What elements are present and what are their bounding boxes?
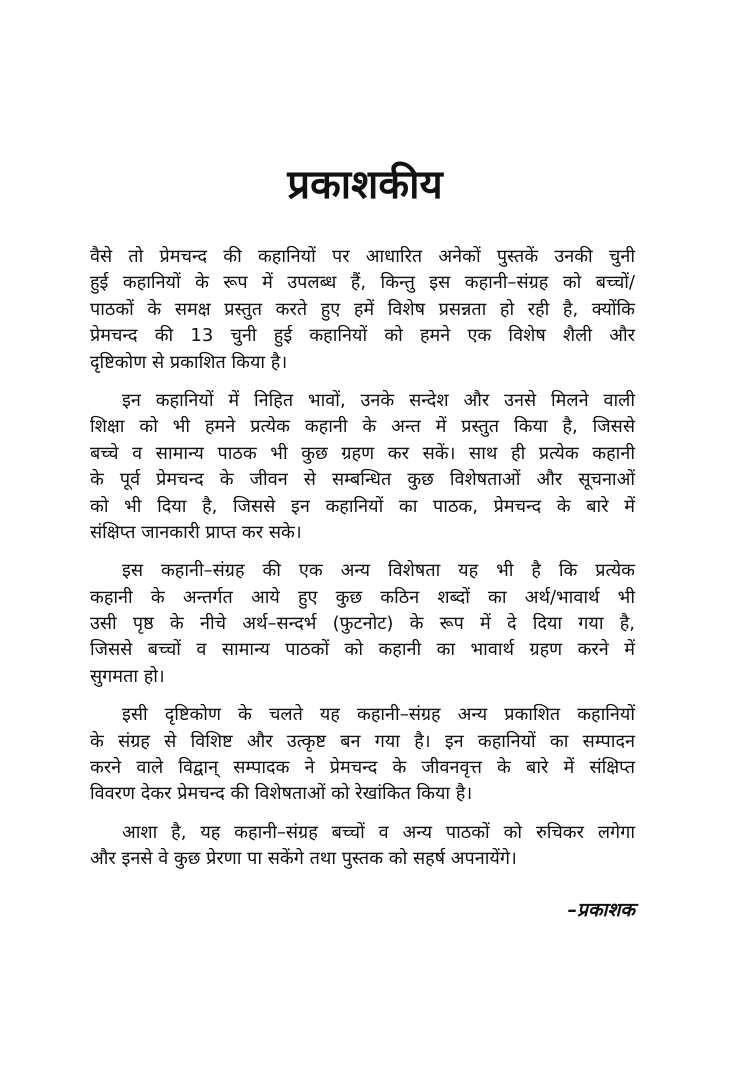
text-line: और इनसे वे कुछ प्रेरणा पा सकेंगे तथा पुस्तक को सहर्ष अपनायेंगे। <box>90 848 517 870</box>
paragraph <box>90 244 635 376</box>
text-line: विवरण देकर प्रेमचन्द की विशेषताओं को रेखांकित किया है। <box>90 783 473 805</box>
text-line: जिससे बच्चों व सामान्य पाठकों को कहानी का भावार्थ ग्रहण करने में <box>90 639 635 661</box>
text-line: करने वाले विद्वान् सम्पादक ने प्रेमचन्द के जीवनवृत्त के बारे में संक्षिप्त <box>90 757 635 779</box>
text-line: इन कहानियों में निहित भावों, उनके सन्देश और उनसे मिलने वाली <box>122 389 635 411</box>
text-line: संक्षिप्त जानकारी प्राप्त कर सके। <box>90 521 302 543</box>
text-line: उसी पृष्ठ के नीचे अर्थ–सन्दर्भ (फुटनोट) के रूप में दे दिया गया है, <box>90 613 635 635</box>
page-title: प्रकाशकीय <box>287 162 443 208</box>
paragraph <box>90 702 635 808</box>
text-line: हुई कहानियों के रूप में उपलब्ध हैं, किन्तु इस कहानी–संग्रह को बच्चों/ <box>90 272 635 294</box>
text-line: बच्चे व सामान्य पाठक भी कुछ ग्रहण कर सकें। साथ ही प्रत्येक कहानी <box>90 442 635 464</box>
text-line: सुगमता हो। <box>90 665 165 687</box>
text-line: शिक्षा को भी हमने प्रत्येक कहानी के अन्त में प्रस्तुत किया है, जिससे <box>90 416 635 438</box>
text-line: प्रेमचन्द की 13 चुनी हुई कहानियों को हमने एक विशेष शैली और <box>90 325 635 347</box>
text-line: दृष्टिकोण से प्रकाशित किया है। <box>90 351 288 373</box>
text-line: कहानी के अन्तर्गत आये हुए कुछ कठिन शब्दों का अर्थ/भावार्थ भी <box>90 586 635 608</box>
text-line: आशा है, यह कहानी–संग्रह बच्चों व अन्य पाठकों को रुचिकर लगेगा <box>122 821 635 843</box>
paragraph <box>90 820 635 873</box>
text-line: के संग्रह से विशिष्ट और उत्कृष्ट बन गया है। इन कहानियों का सम्पादन <box>90 730 635 752</box>
text-line: को भी दिया है, जिससे इन कहानियों का पाठक, प्रेमचन्द के बारे में <box>90 495 635 517</box>
text-line: के पूर्व प्रेमचन्द के जीवन से सम्बन्धित कुछ विशेषताओं और सूचनाओं <box>90 469 635 491</box>
paragraph <box>90 558 635 690</box>
text-line: पाठकों के समक्ष प्रस्तुत करते हुए हमें विशेष प्रसन्नता हो रही है, क्योंकि <box>90 298 635 320</box>
signature: –प्रकाशक <box>567 899 635 921</box>
text-line: वैसे तो प्रेमचन्द की कहानियों पर आधारित अनेकों पुस्तकें उनकी चुनी <box>90 246 635 267</box>
text-line: इसी दृष्टिकोण के चलते यह कहानी–संग्रह अन्य प्रकाशित कहानियों <box>122 704 635 726</box>
paragraph <box>90 388 635 546</box>
text-line: इस कहानी–संग्रह की एक अन्य विशेषता यह भी है कि प्रत्येक <box>122 560 635 582</box>
preface-body <box>90 244 635 885</box>
